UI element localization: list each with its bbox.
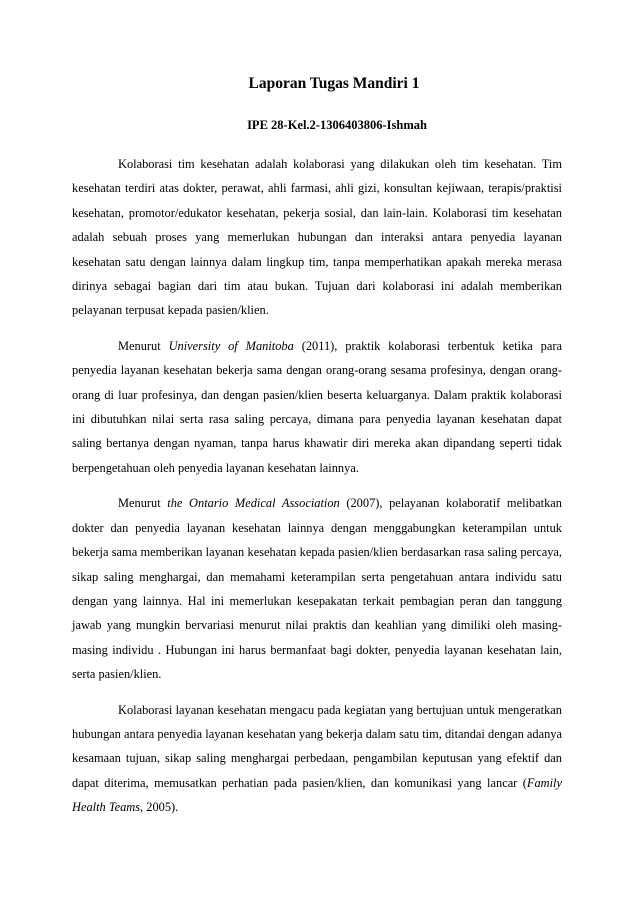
italic-citation-text: University of Manitoba	[168, 338, 294, 353]
paragraph	[72, 698, 562, 820]
paragraph-text: Kolaborasi layanan kesehatan mengacu pada kegiatan yang bertujuan untuk mengeratkan hubungan antara penyedia layanan kesehatan yang bekerja dalam satu tim, ditandai dengan adanya kesamaan tujuan, sikap saling menghargai perbedaan, pengambilan keputusan yang efektif dan dapat diterima, memusatkan perhatian pada pasien/klien, dan komunikasi yang lancar (	[72, 702, 562, 790]
italic-citation-text: the Ontario Medical Association	[167, 496, 340, 511]
paragraph-text: Menurut	[118, 338, 169, 353]
paragraph	[72, 334, 562, 480]
document-title: Laporan Tugas Mandiri 1	[248, 75, 420, 92]
paragraph-text: Menurut	[118, 496, 168, 511]
paragraph-text: (2007), pelayanan kolaboratif melibatkan dokter dan penyedia layanan kesehatan lainnya dengan menggabungkan keterampilan untuk bekerja sama memberikan layanan kesehatan kepada pasien/klien berdasarkan rasa saling percaya, sikap saling menghargai, dan memahami keterampilan serta pengetahuan antara individu satu dengan yang lainnya. Hal ini memerlukan kesepakatan terkait pembagian peran dan tanggung jawab yang mungkin bervariasi menurut nilai praktis dan keahlian yang dimiliki oleh masing-masing individu . Hubungan ini harus bermanfaat bagi dokter, penyedia layanan kesehatan lain, serta pasien/klien.	[72, 496, 562, 682]
italic-citation-text: Family Health Teams	[72, 775, 562, 815]
paragraph-text: (2011), praktik kolaborasi terbentuk ketika para penyedia layanan kesehatan bekerja sama dengan orang-orang sesama profesinya, dengan orang-orang di luar profesinya, dan dengan pasien/klien beserta keluarganya. Dalam praktik kolaborasi ini dibutuhkan nilai serta rasa saling percaya, dimana para penyedia layanan kesehatan dapat saling bertanya dengan nyaman, tanpa harus khawatir diri mereka akan dipandang seperti tidak berpengetahuan oleh penyedia layanan kesehatan lainnya.	[72, 338, 562, 475]
document-subtitle: IPE 28-Kel.2-1306403806-Ishmah	[247, 118, 427, 132]
paragraph	[72, 152, 562, 323]
paragraph-text: Kolaborasi tim kesehatan adalah kolaborasi yang dilakukan oleh tim kesehatan. Tim kesehatan terdiri atas dokter, perawat, ahli farmasi, ahli gizi, konsultan kejiwaan, terapis/praktisi kesehatan, promotor/edukator kesehatan, pekerja sosial, dan lain-lain. Kolaborasi tim kesehatan adalah sebuah proses yang memerlukan hubungan dan interaksi antara penyedia layanan kesehatan satu dengan lainnya dalam lingkup tim, tanpa memperhatikan apakah mereka merasa dirinya sebagai bagian dari tim atau bukan. Tujuan dari kolaborasi ini adalah memberikan pelayanan terpusat kepada pasien/klien.	[72, 157, 562, 318]
paragraph	[72, 491, 562, 686]
paragraph-text: , 2005).	[140, 800, 179, 815]
document-body	[72, 152, 562, 831]
